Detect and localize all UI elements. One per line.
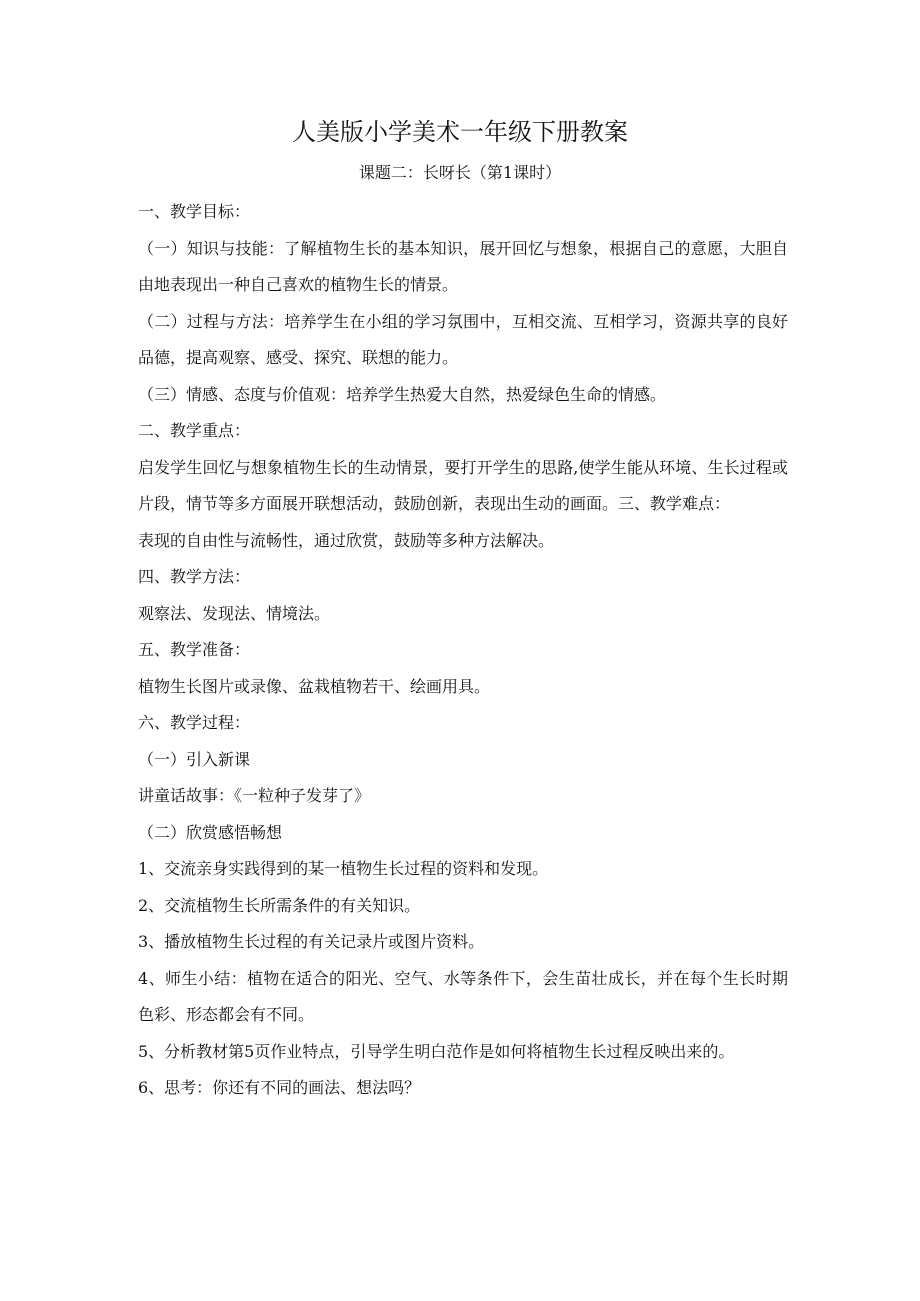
- list-item-1: 1、交流亲身实践得到的某一植物生长过程的资料和发现。: [138, 859, 549, 878]
- list-item-3: 3、播放植物生长过程的有关记录片或图片资料。: [138, 932, 485, 951]
- paragraph-knowledge-skills: （一）知识与技能：了解植物生长的基本知识，展开回忆与想象，根据自己的意愿，大胆自由地表现出一种自己喜欢的植物生长的情景。: [138, 238, 788, 294]
- list-item-4: 4、师生小结：植物在适合的阳光、空气、水等条件下，会生苗壮成长，并在每个生长时期色彩、形态都会有不同。: [138, 968, 788, 1024]
- paragraph-emotion-values: （三）情感、态度与价值观：培养学生热爱大自然，热爱绿色生命的情感。: [138, 384, 667, 404]
- section-heading-methods: 四、教学方法：: [138, 567, 251, 586]
- section-heading-objectives: 一、教学目标：: [138, 202, 251, 221]
- paragraph-preparation: 植物生长图片或录像、盆栽植物若干、绘画用具。: [138, 676, 491, 696]
- subsection-intro: （一）引入新课: [138, 749, 251, 769]
- document-title: 人美版小学美术一年级下册教案: [292, 118, 628, 146]
- section-heading-process: 六、教学过程：: [138, 713, 251, 732]
- list-item-6: 6、思考：你还有不同的画法、想法吗？: [138, 1078, 421, 1097]
- paragraph-process-method: （二）过程与方法：培养学生在小组的学习氛围中，互相交流、互相学习，资源共享的良好品德，提高观察、感受、探究、联想的能力。: [138, 311, 788, 367]
- subsection-appreciation: （二）欣赏感悟畅想: [138, 822, 283, 842]
- lesson-subtitle: 课题二：长呀长（第1课时）: [358, 163, 562, 182]
- paragraph-story: 讲童话故事：《一粒种子发芽了》: [138, 786, 371, 805]
- paragraph-difficulty: 表现的自由性与流畅性，通过欣赏，鼓励等多种方法解决。: [138, 530, 555, 550]
- paragraph-methods: 观察法、发现法、情境法。: [138, 603, 331, 623]
- section-heading-key-points: 二、教学重点：: [138, 421, 251, 440]
- list-item-2: 2、交流植物生长所需条件的有关知识。: [138, 895, 421, 915]
- paragraph-key-points: 启发学生回忆与想象植物生长的生动情景，要打开学生的思路,使学生能从环境、生长过程或片段，情节等多方面展开联想活动，鼓励创新，表现出生动的画面。三、教学难点：: [138, 457, 788, 513]
- list-item-5: 5、分析教材第5页作业特点，引导学生明白范作是如何将植物生长过程反映出来的。: [138, 1041, 735, 1061]
- section-heading-preparation: 五、教学准备：: [138, 640, 251, 659]
- document-body: [138, 194, 788, 1107]
